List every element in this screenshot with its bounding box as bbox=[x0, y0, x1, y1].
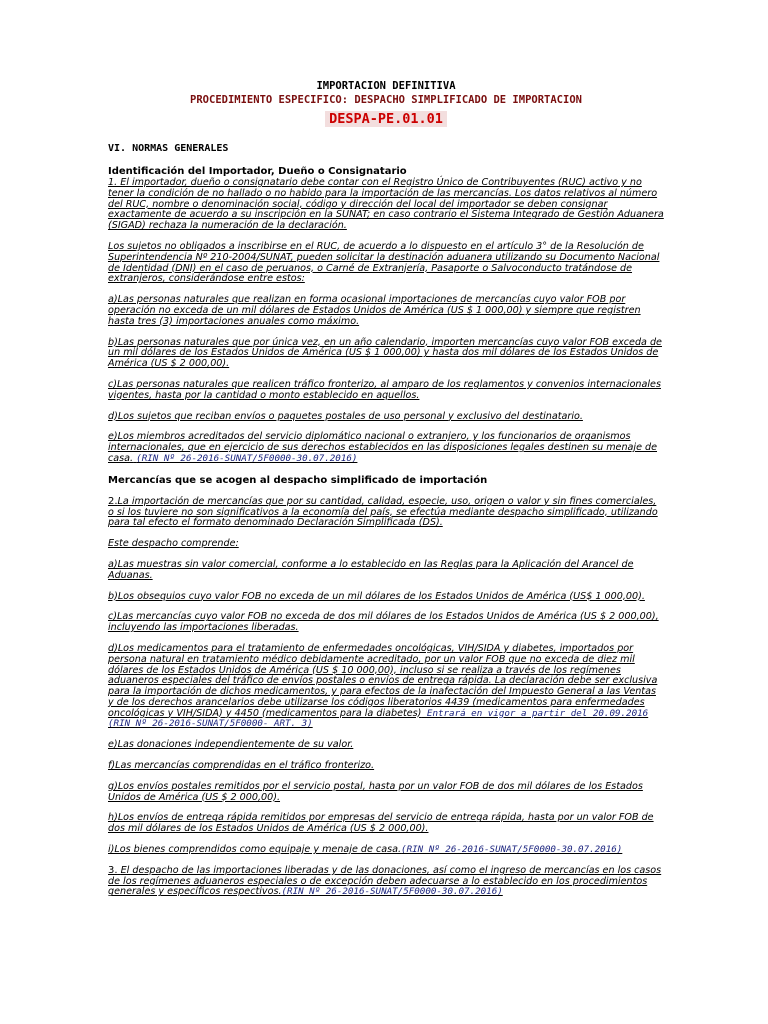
goods-paragraph-2-number: 2. bbox=[108, 495, 118, 507]
importer-item-e-text: e)Los miembros acreditados del servicio diplomático nacional o extranjero, y los funcionarios de organismos internacionales, que en ejercicio de sus derechos establecidos en las disposiciones legales destinen su menaje de casa. bbox=[108, 431, 658, 464]
goods-item-h: h)Los envíos de entrega rápida remitidos por empresas del servicio de entrega rápida, hasta por un valor FOB de dos mil dólares de los Estados Unidos de América (US $ 2 000,00). bbox=[108, 812, 654, 835]
goods-paragraph-3-text: El despacho de las importaciones liberadas y de las donaciones, así como el ingreso de mercancías en los casos de los regímenes aduaneros especiales o de excepción deben adecuarse a lo establecido en los procedimientos generales y específicos respectivos. bbox=[108, 864, 662, 898]
section-heading: VI. NORMAS GENERALES bbox=[108, 143, 229, 154]
goods-paragraph-3 bbox=[108, 866, 664, 898]
goods-item-a: a)Las muestras sin valor comercial, conforme a lo establecido en las Reglas para la Aplicación del Arancel de Aduanas. bbox=[108, 558, 634, 581]
goods-item-d-reference: Entrará en vigor a partir del 20.09.2016 (RIN Nº 26-2016-SUNAT/5F0000- ART. 3) bbox=[108, 707, 649, 730]
importer-item-d: d)Los sujetos que reciban envíos o paquetes postales de uso personal y exclusivo del destinatario. bbox=[108, 410, 583, 422]
goods-item-i-reference: (RIN Nº 26-2016-SUNAT/5F0000-30.07.2016) bbox=[401, 844, 623, 856]
goods-item-i bbox=[108, 845, 664, 856]
goods-heading: Mercancías que se acogen al despacho simplificado de importación bbox=[108, 474, 488, 486]
goods-item-d-text: d)Los medicamentos para el tratamiento de enfermedades oncológicas, VIH/SIDA y diabetes, importados por persona natural en tratamiento médico debidamente acreditado, por un valor FOB que no exceda de diez mil dólares de los Estados Unidos de América (US $ 10 000,00), incluso si se realiza a través de los regímenes aduaneros especiales del tráfico de envíos postales o envíos de entrega rápida. La declaración debe ser exclusiva para la importación de dichos medicamentos, y para efectos de la inafectación del Impuesto General a las Ventas y de los derechos arancelarios debe utilizarse los códigos liberatorios 4439 (medicamentos para enfermedades oncológicas y VIH/SIDA) y 4450 (medicamentos para la diabetes) bbox=[108, 642, 658, 719]
goods-paragraph-2-text: La importación de mercancías que por su cantidad, calidad, especie, uso, origen o valor y sin fines comerciales, o si los tuviere no son significativos a la economía del país, se efectúa mediante despacho simplificado, utilizando para tal efecto el formato denominado Declaración Simplificada (DS). bbox=[108, 495, 658, 529]
importer-item-c: c)Las personas naturales que realicen tráfico fronterizo, al amparo de los reglamentos y convenios internacionales vigentes, hasta por la cantidad o monto establecido en aquellos. bbox=[108, 378, 661, 401]
goods-item-c: c)Las mercancías cuyo valor FOB no exceda de dos mil dólares de los Estados Unidos de América (US $ 2 000,00), incluyendo las importaciones liberadas. bbox=[108, 611, 659, 634]
importer-heading: Identificación del Importador, Dueño o Consignatario bbox=[108, 166, 407, 177]
goods-paragraph-3-reference: (RIN Nº 26-2016-SUNAT/5F0000-30.07.2016) bbox=[281, 886, 503, 898]
document-subtitle: PROCEDIMIENTO ESPECIFICO: DESPACHO SIMPLIFICADO DE IMPORTACION bbox=[190, 94, 582, 106]
importer-item-e-reference: (RIN Nº 26-2016-SUNAT/5F0000-30.07.2016) bbox=[136, 452, 358, 464]
goods-item-f: f)Las mercancías comprendidas en el tráfico fronterizo. bbox=[108, 760, 375, 772]
importer-paragraph-1: 1. El importador, dueño o consignatario debe contar con el Registro Único de Contribuyentes (RUC) activo y no tener la condición de no hallado o no habido para la importación de las mercancías. Los datos relativos al número del RUC, nombre o denominación social, código y dirección del local del importador se deben consignar exactamente de acuerdo a su inscripción en la SUNAT; en caso contrario el Sistema Integrado de Gestión Aduanera (SIGAD) rechaza la numeración de la declaración. bbox=[108, 177, 664, 232]
document-header bbox=[108, 80, 664, 127]
goods-item-i-text: i)Los bienes comprendidos como equipaje y menaje de casa. bbox=[108, 844, 402, 856]
importer-paragraph-2: Los sujetos no obligados a inscribirse en el RUC, de acuerdo a lo dispuesto en el artículo 3° de la Resolución de Superintendencia Nº 210-2004/SUNAT, pueden solicitar la destinación aduanera utilizando su Documento Nacional de Identidad (DNI) en el caso de peruanos, o Carné de Extranjería, Pasaporte o Salvoconducto tratándose de extranjeros, considerándose entre estos: bbox=[108, 240, 660, 285]
importer-item-b: b)Las personas naturales que por única vez, en un año calendario, importen mercancías cuyo valor FOB exceda de un mil dólares de los Estados Unidos de América (US $ 1 000,00) y hasta dos mil dólares de los Estados Unidos de América (US $ 2 000,00). bbox=[108, 336, 662, 370]
goods-item-b: b)Los obsequios cuyo valor FOB no exceda de un mil dólares de los Estados Unidos de América (US$ 1 000,00). bbox=[108, 590, 645, 602]
goods-item-g: g)Los envíos postales remitidos por el servicio postal, hasta por un valor FOB de dos mil dólares de los Estados Unidos de América (US $ 2 000,00). bbox=[108, 780, 643, 803]
importer-item-e bbox=[108, 432, 664, 464]
goods-paragraph-3-number: 3. bbox=[108, 864, 118, 876]
goods-intro: Este despacho comprende: bbox=[108, 538, 239, 550]
importer-item-a: a)Las personas naturales que realizan en forma ocasional importaciones de mercancías cuyo valor FOB por operación no exceda de un mil dólares de Estados Unidos de América (US $ 1 000,00) y siempre que registren hasta tres (3) importaciones anuales como máximo. bbox=[108, 294, 641, 327]
goods-item-d bbox=[108, 644, 664, 730]
goods-paragraph-2 bbox=[108, 497, 664, 529]
document-code: DESPA-PE.01.01 bbox=[325, 111, 447, 127]
goods-item-e: e)Las donaciones independientemente de su valor. bbox=[108, 739, 354, 751]
document-page bbox=[108, 80, 664, 908]
document-title: IMPORTACION DEFINITIVA bbox=[316, 80, 456, 92]
